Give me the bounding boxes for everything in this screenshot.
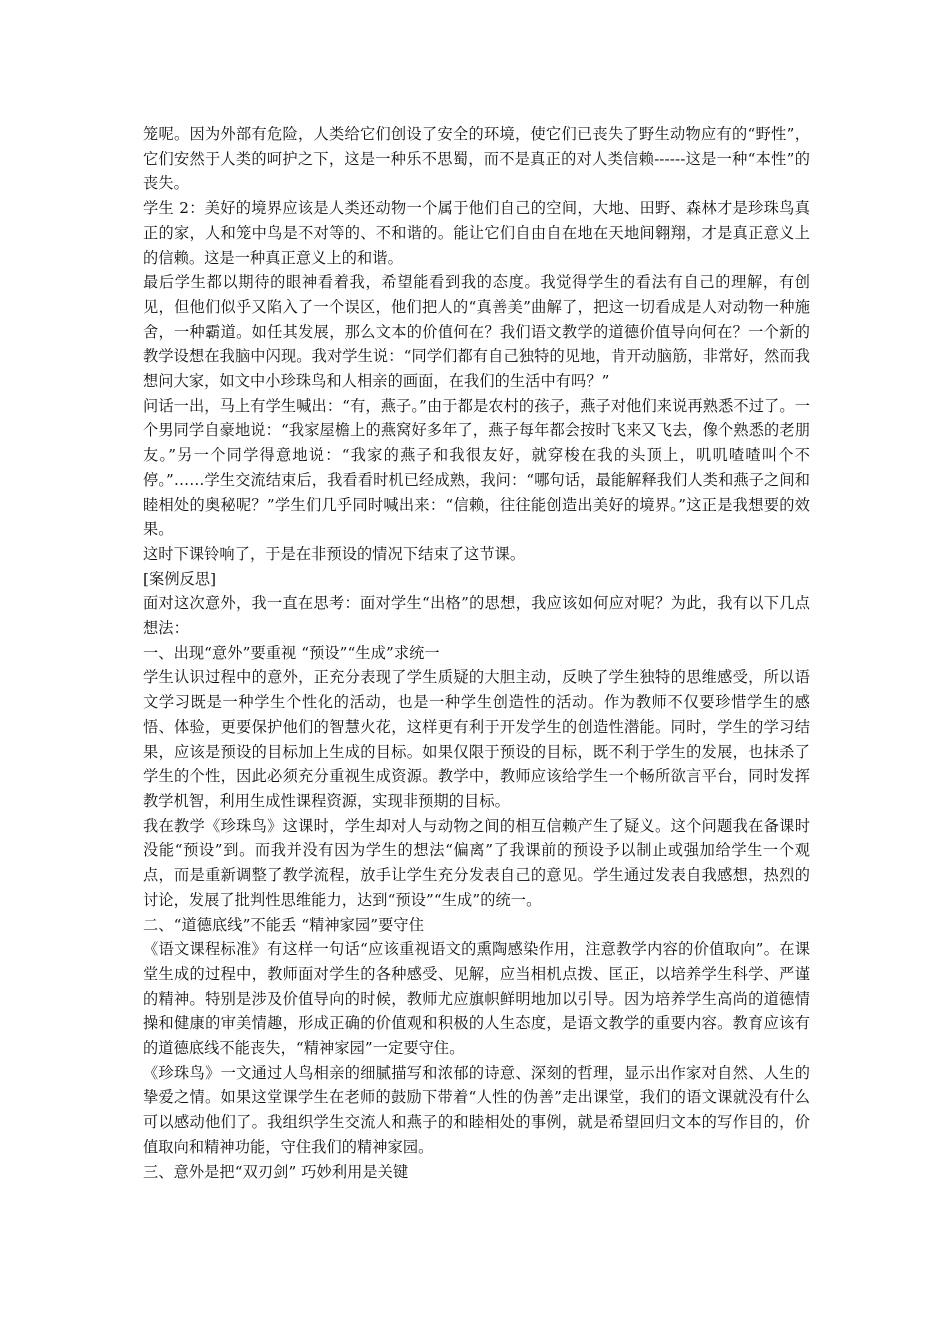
paragraph-5: 这时下课铃响了，于是在非预设的情况下结束了这节课。: [143, 544, 526, 563]
paragraph-2: 学生 2：美好的境界应该是人类还动物一个属于他们自己的空间，大地、田野、森林才是珍珠鸟真正的家，人和笼中鸟是不对等的、不和谐的。能让它们自由自在地在天地间翱翔，才是真正意义上的信赖。这是一种真正意义上的和谐。: [143, 199, 810, 267]
paragraph-10: 我在教学《珍珠鸟》这课时，学生却对人与动物之间的相互信赖产生了疑义。这个问题我在备课时没能“预设”到。而我并没有因为学生的想法“偏离”了我课前的预设予以制止或强加给学生一个观点，而是重新调整了教学流程，放手让学生充分发表自己的意见。学生通过发表自我感想，热烈的讨论，发展了批判性思维能力，达到“预设”“生成”的统一。: [143, 816, 810, 909]
paragraph-7: 面对这次意外，我一直在思考：面对学生“出格”的思想，我应该如何应对呢？为此，我有以下几点想法：: [143, 594, 810, 638]
paragraph-9: 学生认识过程中的意外，正充分表现了学生质疑的大胆主动，反映了学生独特的思维感受，所以语文学习既是一种学生个性化的活动，也是一种学生创造性的活动。作为教师不仅要珍惜学生的感悟、体验，更要保护他们的智慧火花，这样更有利于开发学生的创造性潜能。同时，学生的学习结果，应该是预设的目标加上生成的目标。如果仅限于预设的目标，既不利于学生的发展，也抹杀了学生的个性，因此必须充分重视生成资源。教学中，教师应该给学生一个畅所欲言平台，同时发挥教学机智，利用生成性课程资源，实现非预期的目标。: [143, 668, 810, 810]
paragraph-12: 《语文课程标准》有这样一句话“应该重视语文的熏陶感染作用，注意教学内容的价值取向”。在课堂生成的过程中，教师面对学生的各种感受、见解，应当相机点拨、匡正，以培养学生科学、严谨的精神。特别是涉及价值导向的时候，教师尤应旗帜鲜明地加以引导。因为培养学生高尚的道德情操和健康的审美情趣，形成正确的价值观和积极的人生态度，是语文教学的重要内容。教育应该有的道德底线不能丧失，“精神家园”一定要守住。: [143, 940, 810, 1058]
section-heading-reflection: [案例反思]: [143, 569, 217, 588]
section-heading-3: 三、意外是把“双刃剑” 巧妙利用是关键: [143, 1162, 409, 1181]
paragraph-13: 《珍珠鸟》一文通过人鸟相亲的细腻描写和浓郁的诗意、深刻的哲理，显示出作家对自然、人生的挚爱之情。如果这堂课学生在老师的鼓励下带着“人性的伪善”走出课堂，我们的语文课就没有什么可以感动他们了。我组织学生交流人和燕子的和睦相处的事例，就是希望回归文本的写作目的，价值取向和精神功能，守住我们的精神家园。: [143, 1063, 810, 1156]
paragraph-3: 最后学生都以期待的眼神看着我，希望能看到我的态度。我觉得学生的看法有自己的理解，有创见，但他们似乎又陷入了一个误区，他们把人的“真善美”曲解了，把这一切看成是人对动物一种施舍，一种霸道。如任其发展，那么文本的价值何在？我们语文教学的道德价值导向何在？一个新的教学设想在我脑中闪现。我对学生说：“同学们都有自己独特的见地，肯开动脑筋，非常好，然而我想问大家，如文中小珍珠鸟和人相亲的画面，在我们的生活中有吗？”: [143, 273, 810, 391]
paragraph-1: 笼呢。因为外部有危险，人类给它们创设了安全的环境，使它们已丧失了野生动物应有的“野性”，它们安然于人类的呵护之下，这是一种乐不思蜀，而不是真正的对人类信赖------这是一种“本性”的丧失。: [143, 125, 810, 193]
paragraph-4: 问话一出，马上有学生喊出：“有，燕子。”由于都是农村的孩子，燕子对他们来说再熟悉不过了。一个男同学自豪地说：“我家屋檐上的燕窝好多年了，燕子每年都会按时飞来又飞去，像个熟悉的老朋友。”另一个同学得意地说：“我家的燕子和我很友好，就穿梭在我的头顶上，叽叽喳喳叫个不停。”……学生交流结束后，我看看时机已经成熟，我问：“哪句话，最能解释我们人类和燕子之间和睦相处的奥秘呢？”学生们几乎同时喊出来：“信赖，往往能创造出美好的境界。”这正是我想要的效果。: [143, 396, 810, 539]
section-heading-1: 一、出现“意外”要重视 “预设”“生成”求统一: [143, 643, 440, 662]
document-page: [143, 122, 810, 1184]
section-heading-2: 二、“道德底线”不能丢 “精神家园”要守住: [143, 915, 424, 934]
